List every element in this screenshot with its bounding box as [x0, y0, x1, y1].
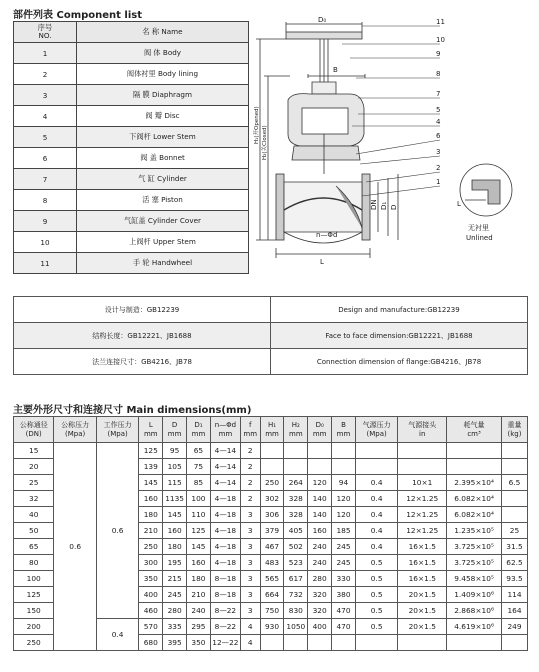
dims-cell: 523: [284, 555, 308, 571]
callout-number: 10: [436, 36, 445, 44]
dims-cell: 470: [332, 619, 356, 635]
dims-cell: 4—18: [210, 523, 240, 539]
callout-number: 3: [436, 148, 441, 156]
dims-cell: 302: [260, 491, 284, 507]
dims-cell: 4: [240, 635, 260, 651]
dims-cell: 160: [308, 523, 332, 539]
dims-cell: 405: [284, 523, 308, 539]
dims-cell: 570: [139, 619, 163, 635]
dims-header-row: [14, 417, 528, 443]
dims-cell: 110: [187, 507, 211, 523]
dims-cell: 6.082×10⁴: [447, 507, 502, 523]
dims-cell: 245: [332, 539, 356, 555]
dims-cell: 80: [14, 555, 54, 571]
bonnet-shape: [292, 146, 360, 160]
component-name: 阀 瓣 Disc: [77, 106, 249, 127]
dims-cell: [308, 635, 332, 651]
dims-cell: 125: [139, 443, 163, 459]
dims-cell: 20×1.5: [398, 587, 447, 603]
dims-cell: 145: [139, 475, 163, 491]
dims-cell: [502, 635, 528, 651]
callout-number: 11: [436, 18, 445, 26]
dims-cell: [447, 459, 502, 475]
component-row: [14, 127, 249, 148]
dims-cell: 115: [163, 475, 187, 491]
dims-cell: 8—22: [210, 603, 240, 619]
main-dimensions-title: 主要外形尺寸和连接尺寸 Main dimensions(mm): [13, 405, 252, 416]
dims-cell: 12—22: [210, 635, 240, 651]
dims-cell: 8—18: [210, 571, 240, 587]
dims-cell: 245: [332, 555, 356, 571]
dims-cell: 4—18: [210, 491, 240, 507]
dims-cell: [284, 459, 308, 475]
callout-number: 5: [436, 106, 441, 114]
dims-cell: 8—22: [210, 619, 240, 635]
label-h1: H₁(开Opened): [254, 106, 260, 144]
dims-cell: 565: [260, 571, 284, 587]
label-b: B: [333, 66, 338, 74]
dims-cell: 2.868×10⁶: [447, 603, 502, 619]
dims-cell: 0.5: [355, 571, 397, 587]
callout-number: 4: [436, 118, 441, 126]
component-no: 9: [14, 211, 77, 232]
dims-cell: 3: [240, 539, 260, 555]
dims-cell: 830: [284, 603, 308, 619]
dims-cell: 8—18: [210, 587, 240, 603]
dims-header-cell: 气源压力 (Mpa): [355, 417, 397, 443]
dims-cell: 460: [139, 603, 163, 619]
dims-cell: 2: [240, 491, 260, 507]
callout-number: 9: [436, 50, 441, 58]
label-d1: D₁: [380, 201, 388, 210]
dims-cell: 3: [240, 555, 260, 571]
dims-cell: 0.4: [355, 507, 397, 523]
dims-cell: 1.409×10⁶: [447, 587, 502, 603]
component-name: 阀 盖 Bonnet: [77, 148, 249, 169]
dims-cell: [502, 491, 528, 507]
dims-cell: 164: [502, 603, 528, 619]
header-no: 序号 NO.: [14, 22, 77, 43]
dims-cell: 245: [163, 587, 187, 603]
working-pressure-cell: 0.4: [96, 619, 138, 651]
dims-cell: [502, 443, 528, 459]
component-row: [14, 232, 249, 253]
dims-cell: 6.082×10⁴: [447, 491, 502, 507]
dims-cell: [447, 635, 502, 651]
dims-cell: 350: [187, 635, 211, 651]
dims-cell: 120: [332, 491, 356, 507]
dims-cell: 16×1.5: [398, 571, 447, 587]
component-no: 1: [14, 43, 77, 64]
dims-cell: 350: [139, 571, 163, 587]
dims-cell: 0.4: [355, 523, 397, 539]
dims-cell: 400: [139, 587, 163, 603]
dims-cell: 467: [260, 539, 284, 555]
dims-cell: 380: [332, 587, 356, 603]
dims-cell: 328: [284, 491, 308, 507]
component-list-title: 部件列表 Component list: [13, 10, 143, 21]
dims-cell: [284, 443, 308, 459]
dims-cell: [260, 443, 284, 459]
dims-cell: 335: [163, 619, 187, 635]
dims-cell: 0.5: [355, 555, 397, 571]
dims-cell: 20×1.5: [398, 603, 447, 619]
component-row: [14, 43, 249, 64]
standards-table: [13, 296, 528, 375]
component-list-header: [14, 22, 249, 43]
dims-cell: 249: [502, 619, 528, 635]
dims-header-cell: B mm: [332, 417, 356, 443]
component-name: 阀体衬里 Body lining: [77, 64, 249, 85]
dims-cell: 2: [240, 459, 260, 475]
dims-cell: [260, 635, 284, 651]
dims-cell: 4.619×10⁶: [447, 619, 502, 635]
dims-cell: 3.725×10⁵: [447, 539, 502, 555]
dims-cell: 105: [163, 459, 187, 475]
dims-cell: 180: [139, 507, 163, 523]
dims-cell: 4—14: [210, 459, 240, 475]
dims-header-cell: 工作压力 (Mpa): [96, 417, 138, 443]
dims-cell: [502, 459, 528, 475]
dims-cell: 930: [260, 619, 284, 635]
dims-cell: [355, 459, 397, 475]
dims-cell: [284, 635, 308, 651]
dims-cell: 16×1.5: [398, 539, 447, 555]
component-no: 4: [14, 106, 77, 127]
label-h2: H₂(关Closed): [262, 125, 268, 160]
component-no: 10: [14, 232, 77, 253]
standard-cn: 设计与制造：GB12239: [14, 297, 271, 323]
component-row: [14, 253, 249, 274]
component-name: 上阀杆 Upper Stem: [77, 232, 249, 253]
dims-cell: 395: [163, 635, 187, 651]
dims-cell: 12×1.25: [398, 491, 447, 507]
dims-cell: 330: [332, 571, 356, 587]
dims-cell: 320: [308, 603, 332, 619]
dims-cell: 145: [163, 507, 187, 523]
component-row: [14, 85, 249, 106]
dims-cell: 4—14: [210, 443, 240, 459]
dims-cell: 0.5: [355, 587, 397, 603]
dims-cell: 40: [14, 507, 54, 523]
valve-drawing: [250, 14, 534, 274]
dims-cell: 4—14: [210, 475, 240, 491]
dims-cell: 140: [308, 491, 332, 507]
dims-cell: 3: [240, 587, 260, 603]
dims-header-cell: 气源接头 in: [398, 417, 447, 443]
label-l-detail: L: [457, 200, 461, 208]
dims-cell: 145: [187, 539, 211, 555]
dims-cell: [260, 459, 284, 475]
dims-cell: 120: [308, 475, 332, 491]
dims-cell: 0.5: [355, 603, 397, 619]
dims-header-cell: 耗气量 cm³: [447, 417, 502, 443]
dims-cell: 9.458×10⁵: [447, 571, 502, 587]
dims-cell: 25: [502, 523, 528, 539]
component-no: 2: [14, 64, 77, 85]
dims-cell: 150: [14, 603, 54, 619]
dims-cell: 195: [163, 555, 187, 571]
dims-cell: 0.4: [355, 491, 397, 507]
dims-cell: 160: [187, 555, 211, 571]
component-row: [14, 169, 249, 190]
dims-cell: 328: [284, 507, 308, 523]
dims-cell: 680: [139, 635, 163, 651]
dims-cell: 100: [14, 571, 54, 587]
dims-cell: 240: [308, 555, 332, 571]
component-no: 3: [14, 85, 77, 106]
standard-row: [14, 297, 528, 323]
dims-header-cell: 公称压力 (Mpa): [54, 417, 96, 443]
dims-cell: 470: [332, 603, 356, 619]
callout-number: 8: [436, 70, 441, 78]
component-row: [14, 64, 249, 85]
component-no: 7: [14, 169, 77, 190]
dims-cell: 0.4: [355, 539, 397, 555]
label-n-phi-d: n—Φd: [316, 231, 338, 239]
dims-cell: 93.5: [502, 571, 528, 587]
dims-cell: 320: [308, 587, 332, 603]
dims-cell: 2.395×10⁴: [447, 475, 502, 491]
dims-cell: 62.5: [502, 555, 528, 571]
label-dn: DN: [370, 199, 378, 210]
component-no: 8: [14, 190, 77, 211]
dims-cell: 180: [163, 539, 187, 555]
dims-cell: 250: [139, 539, 163, 555]
component-name: 气 缸 Cylinder: [77, 169, 249, 190]
component-row: [14, 106, 249, 127]
dims-cell: 215: [163, 571, 187, 587]
dims-cell: 4—18: [210, 555, 240, 571]
label-l: L: [320, 258, 324, 266]
dims-cell: 4—18: [210, 507, 240, 523]
dims-cell: 264: [284, 475, 308, 491]
component-list-table: [13, 21, 249, 274]
dims-cell: 160: [139, 491, 163, 507]
dims-cell: 240: [187, 603, 211, 619]
dims-cell: 180: [187, 571, 211, 587]
component-name: 隔 膜 Diaphragm: [77, 85, 249, 106]
dims-cell: 502: [284, 539, 308, 555]
dims-cell: 1135: [163, 491, 187, 507]
dims-cell: 12×1.25: [398, 523, 447, 539]
dims-cell: 0.4: [355, 475, 397, 491]
dims-cell: 31.5: [502, 539, 528, 555]
dims-cell: 100: [187, 491, 211, 507]
dims-cell: 4—18: [210, 539, 240, 555]
callout-number: 1: [436, 178, 441, 186]
working-pressure-cell: 0.6: [96, 443, 138, 619]
dims-cell: 400: [308, 619, 332, 635]
dims-row: [14, 443, 528, 459]
dims-cell: 85: [187, 475, 211, 491]
standard-row: [14, 349, 528, 375]
dims-header-cell: L mm: [139, 417, 163, 443]
dims-header-cell: f mm: [240, 417, 260, 443]
dims-header-cell: H₂ mm: [284, 417, 308, 443]
component-name: 下阀杆 Lower Stem: [77, 127, 249, 148]
dims-cell: 4: [240, 619, 260, 635]
header-name: 名 称 Name: [77, 22, 249, 43]
standard-en: Design and manufacture:GB12239: [271, 297, 528, 323]
dims-cell: 295: [187, 619, 211, 635]
dims-cell: 114: [502, 587, 528, 603]
callout-number: 7: [436, 90, 441, 98]
component-name: 气缸盖 Cylinder Cover: [77, 211, 249, 232]
dims-cell: 379: [260, 523, 284, 539]
dims-cell: 300: [139, 555, 163, 571]
dims-cell: [332, 459, 356, 475]
dims-cell: 732: [284, 587, 308, 603]
dims-cell: 3: [240, 571, 260, 587]
dims-header-cell: 重量 (kg): [502, 417, 528, 443]
dims-cell: 3: [240, 523, 260, 539]
dims-cell: 20: [14, 459, 54, 475]
dims-cell: 0.5: [355, 619, 397, 635]
dims-header-cell: D₁ mm: [187, 417, 211, 443]
handwheel-shape: [286, 32, 362, 39]
dims-cell: 210: [139, 523, 163, 539]
component-no: 5: [14, 127, 77, 148]
dims-cell: 240: [308, 539, 332, 555]
dims-cell: [398, 459, 447, 475]
dims-header-cell: H₁ mm: [260, 417, 284, 443]
dims-cell: 75: [187, 459, 211, 475]
dims-cell: 3.725×10⁵: [447, 555, 502, 571]
label-d: D: [390, 204, 398, 210]
dims-cell: 12×1.25: [398, 507, 447, 523]
label-unlined-en: Unlined: [466, 234, 493, 242]
dims-header-cell: 公称通径 (DN): [14, 417, 54, 443]
dims-cell: 2: [240, 443, 260, 459]
callout-number: 2: [436, 164, 441, 172]
dims-cell: 125: [187, 523, 211, 539]
dims-cell: 160: [163, 523, 187, 539]
dims-cell: [332, 635, 356, 651]
dims-cell: 16×1.5: [398, 555, 447, 571]
dims-cell: 32: [14, 491, 54, 507]
dims-cell: 120: [332, 507, 356, 523]
dims-cell: 1050: [284, 619, 308, 635]
standard-cn: 结构长度：GB12221、JB1688: [14, 323, 271, 349]
dims-cell: 250: [14, 635, 54, 651]
component-row: [14, 190, 249, 211]
dims-cell: 306: [260, 507, 284, 523]
dims-cell: [398, 635, 447, 651]
dims-cell: [398, 443, 447, 459]
dims-header-cell: D₀ mm: [308, 417, 332, 443]
component-name: 活 塞 Piston: [77, 190, 249, 211]
dims-cell: 15: [14, 443, 54, 459]
dims-cell: 10×1: [398, 475, 447, 491]
dims-cell: 65: [14, 539, 54, 555]
dims-cell: 50: [14, 523, 54, 539]
component-row: [14, 211, 249, 232]
component-name: 手 轮 Handwheel: [77, 253, 249, 274]
dims-cell: [447, 443, 502, 459]
dims-cell: 210: [187, 587, 211, 603]
dims-cell: 3: [240, 507, 260, 523]
dims-cell: 125: [14, 587, 54, 603]
dims-cell: 200: [14, 619, 54, 635]
main-dimensions-table: [13, 416, 528, 651]
dims-cell: 250: [260, 475, 284, 491]
label-unlined-cn: 无衬里: [468, 224, 489, 232]
standard-cn: 法兰连接尺寸：GB4216、JB78: [14, 349, 271, 375]
component-row: [14, 148, 249, 169]
dims-cell: 2: [240, 475, 260, 491]
standard-row: [14, 323, 528, 349]
dims-cell: 65: [187, 443, 211, 459]
standard-en: Face to face dimension:GB12221、JB1688: [271, 323, 528, 349]
component-no: 6: [14, 148, 77, 169]
dims-cell: 95: [163, 443, 187, 459]
dims-header-cell: D mm: [163, 417, 187, 443]
label-d0: D₀: [318, 16, 327, 24]
component-no: 11: [14, 253, 77, 274]
dims-cell: [355, 443, 397, 459]
dims-cell: 139: [139, 459, 163, 475]
dims-cell: 140: [308, 507, 332, 523]
callout-number: 6: [436, 132, 441, 140]
dims-header-cell: n—Φd mm: [210, 417, 240, 443]
dims-cell: 20×1.5: [398, 619, 447, 635]
nominal-pressure-cell: 0.6: [54, 443, 96, 651]
dims-cell: 185: [332, 523, 356, 539]
dims-cell: 1.235×10⁵: [447, 523, 502, 539]
dims-cell: 483: [260, 555, 284, 571]
dims-cell: [502, 507, 528, 523]
dims-cell: 750: [260, 603, 284, 619]
component-name: 阀 体 Body: [77, 43, 249, 64]
dims-cell: 664: [260, 587, 284, 603]
dims-cell: 280: [163, 603, 187, 619]
dims-cell: 6.5: [502, 475, 528, 491]
dims-cell: 25: [14, 475, 54, 491]
dims-cell: [308, 459, 332, 475]
dims-cell: 3: [240, 603, 260, 619]
standard-en: Connection dimension of flange:GB4216、JB78: [271, 349, 528, 375]
dims-cell: 617: [284, 571, 308, 587]
dims-cell: [355, 635, 397, 651]
dims-cell: 94: [332, 475, 356, 491]
dims-cell: [308, 443, 332, 459]
dims-cell: 280: [308, 571, 332, 587]
dims-cell: [332, 443, 356, 459]
